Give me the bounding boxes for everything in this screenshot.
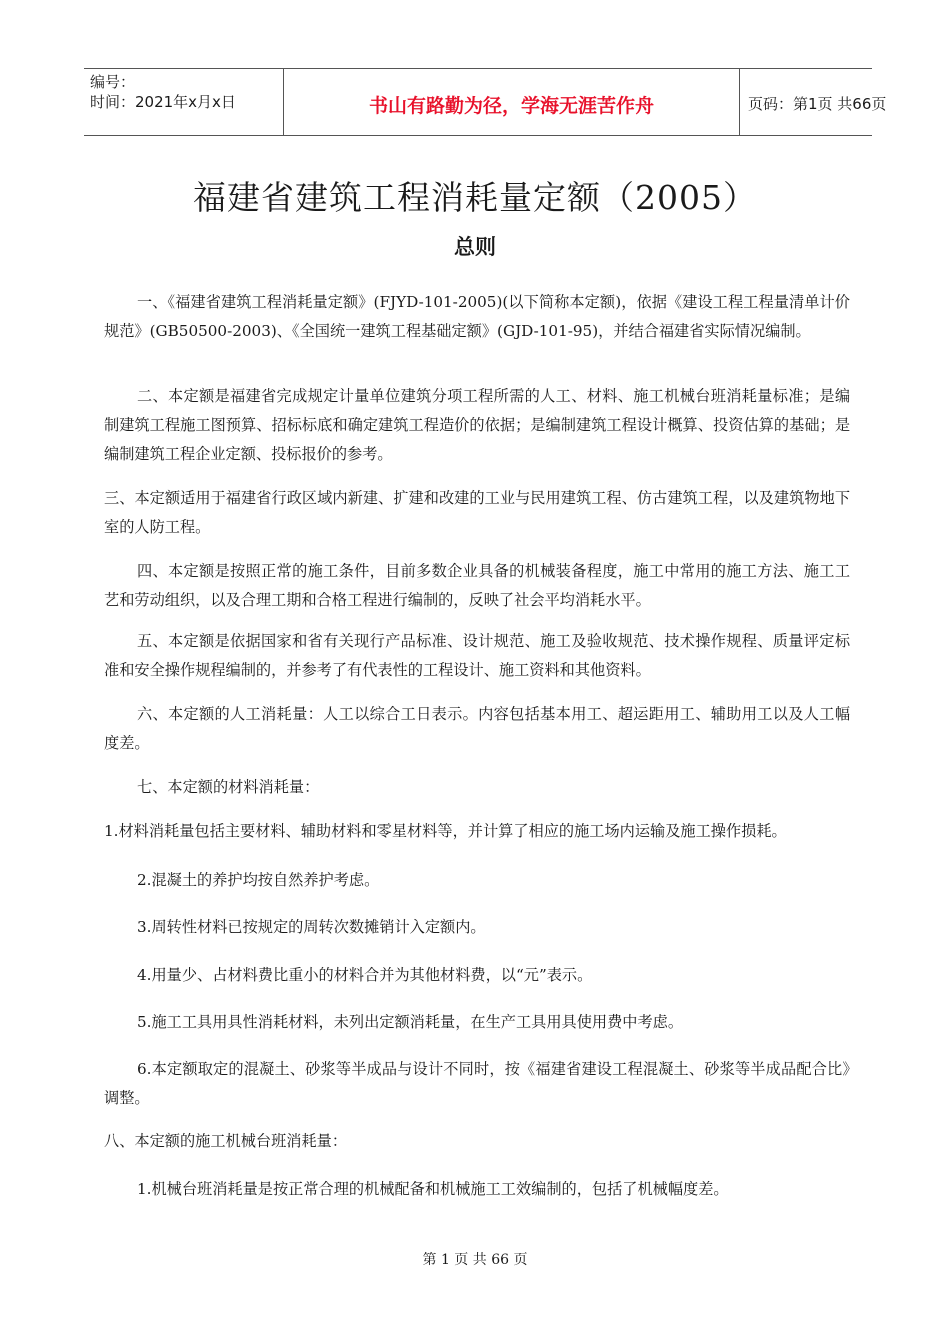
header-info-cell	[84, 69, 284, 135]
paragraph-7: 七、本定额的材料消耗量：	[137, 778, 320, 796]
document-subtitle: 总则	[454, 235, 496, 259]
time-label: 时间：2021年x月x日	[90, 93, 236, 111]
paragraph-5: 五、本定额是依据国家和省有关现行产品标准、设计规范、施工及验收规范、技术操作规程、质量评定标准和安全操作规程编制的，并参考了有代表性的工程设计、施工资料和其他资料。	[104, 632, 850, 679]
paragraph-1: 一、《福建省建筑工程消耗量定额》(FJYD-101-2005)(以下简称本定额)，依据《建设工程工程量清单计价规范》(GB50500-2003)、《全国统一建筑工程基础定额》(GJD-101-95)，并结合福建省实际情况编制。	[104, 293, 850, 340]
paragraph-6: 六、本定额的人工消耗量：人工以综合工日表示。内容包括基本用工、超运距用工、辅助用工以及人工幅度差。	[104, 705, 850, 752]
motto: 书山有路勤为径，学海无涯苦作舟	[368, 95, 654, 117]
page-footer: 第 1 页 共 66 页	[422, 1252, 528, 1268]
paragraph-14: 八、本定额的施工机械台班消耗量：	[104, 1132, 347, 1150]
paragraph-9: 2.混凝土的养护均按自然养护考虑。	[137, 871, 380, 889]
number-label: 编号：	[90, 73, 136, 91]
paragraph-2: 二、本定额是福建省完成规定计量单位建筑分项工程所需的人工、材料、施工机械台班消耗量标准；是编制建筑工程施工图预算、招标标底和确定建筑工程造价的依据；是编制建筑工程设计概算、投资估算的基础；是编制建筑工程企业定额、投标报价的参考。	[104, 387, 850, 463]
paragraph-4: 四、本定额是按照正常的施工条件，目前多数企业具备的机械装备程度，施工中常用的施工方法、施工工艺和劳动组织，以及合理工期和合格工程进行编制的，反映了社会平均消耗水平。	[104, 562, 850, 609]
header-page-cell	[740, 69, 887, 135]
document-title: 福建省建筑工程消耗量定额（2005）	[193, 178, 757, 217]
paragraph-3: 三、本定额适用于福建省行政区域内新建、扩建和改建的工业与民用建筑工程、仿古建筑工程，以及建筑物地下室的人防工程。	[104, 489, 850, 536]
paragraph-10: 3.周转性材料已按规定的周转次数摊销计入定额内。	[137, 918, 486, 936]
header-motto-cell	[284, 69, 740, 135]
paragraph-15: 1.机械台班消耗量是按正常合理的机械配备和机械施工工效编制的，包括了机械幅度差。	[137, 1180, 729, 1198]
page-info: 页码：第1页 共66页	[748, 95, 887, 113]
paragraph-8: 1.材料消耗量包括主要材料、辅助材料和零星材料等，并计算了相应的施工场内运输及施工操作损耗。	[104, 822, 787, 840]
paragraph-13: 6.本定额取定的混凝土、砂浆等半成品与设计不同时，按《福建省建设工程混凝土、砂浆等半成品配合比》调整。	[104, 1060, 850, 1107]
paragraph-12: 5.施工工具用具性消耗材料，未列出定额消耗量，在生产工具用具使用费中考虑。	[137, 1013, 684, 1031]
header-table	[84, 68, 887, 136]
paragraph-11: 4.用量少、占材料费比重小的材料合并为其他材料费，以“元”表示。	[137, 966, 593, 984]
